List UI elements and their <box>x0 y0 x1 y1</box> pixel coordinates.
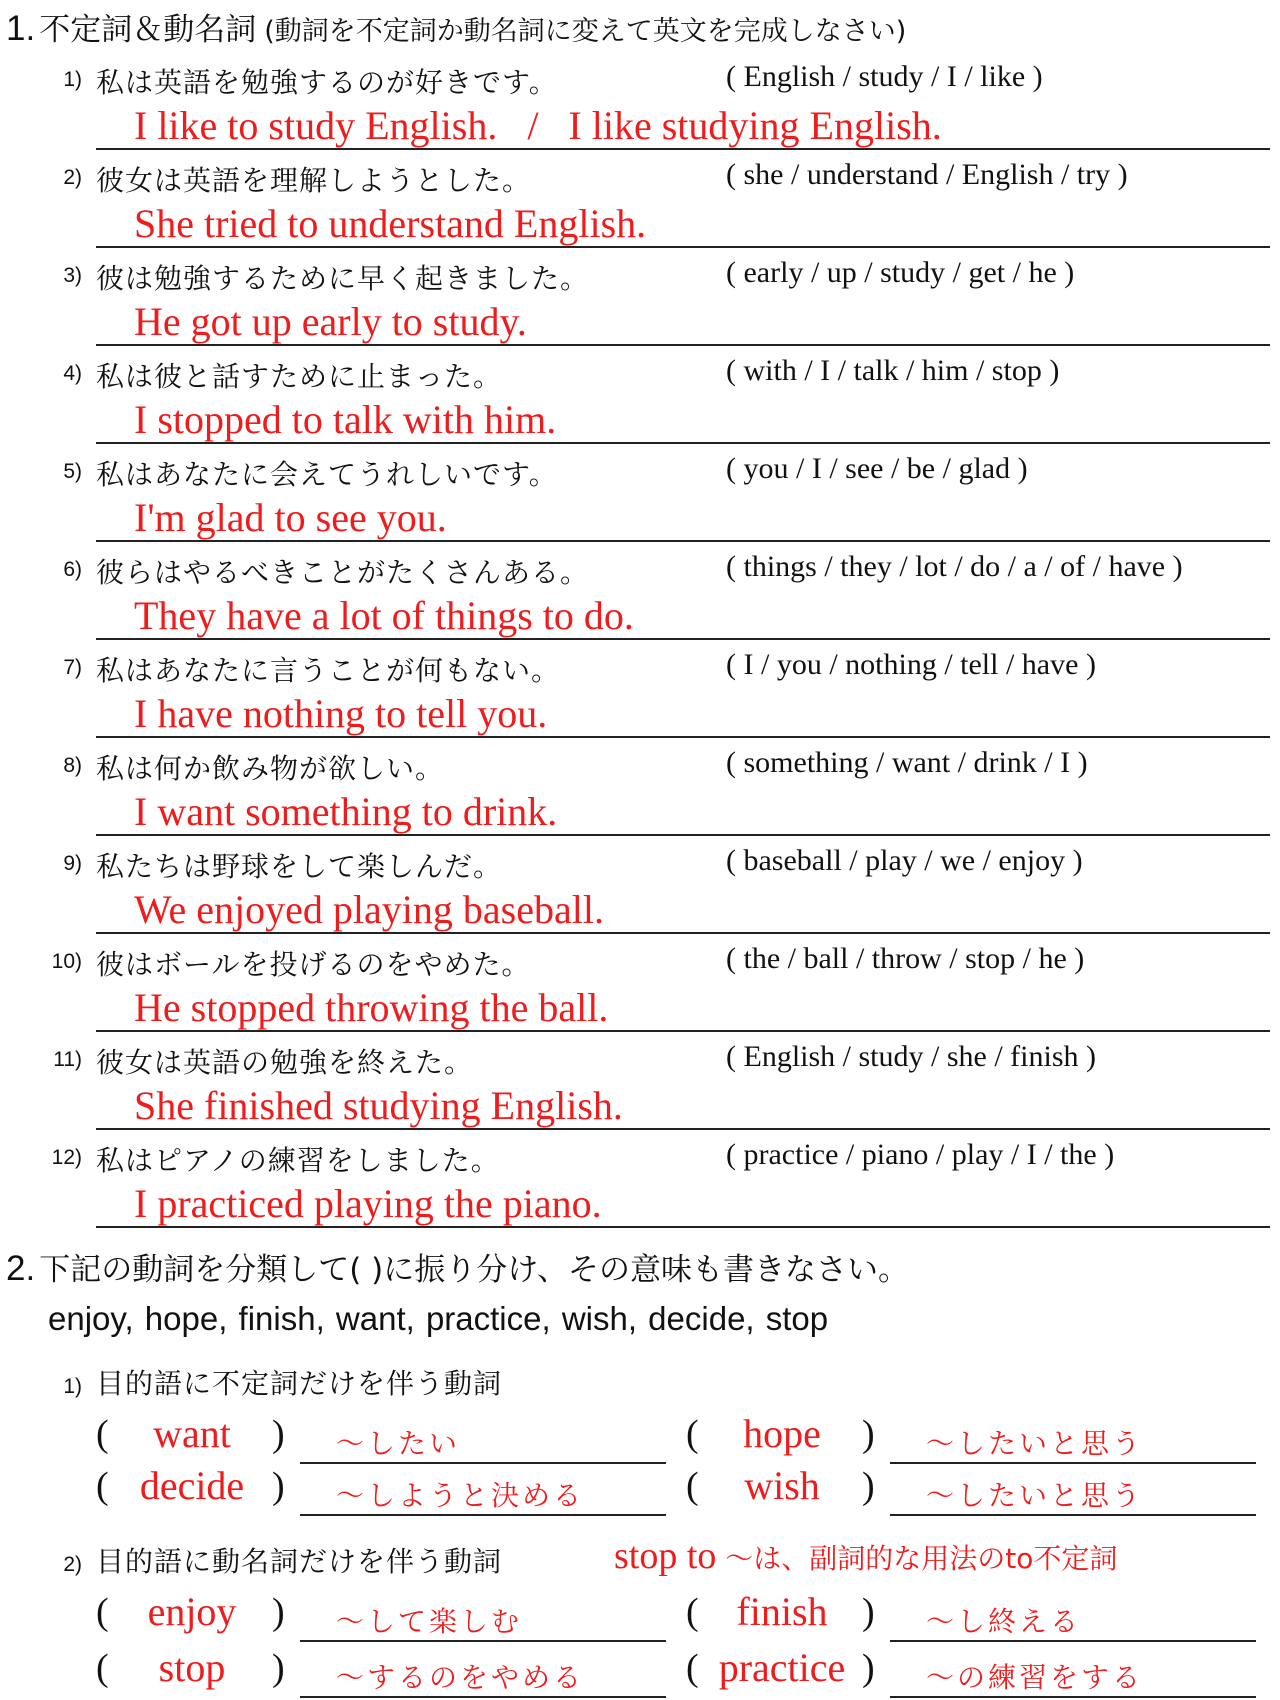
item-japanese: 私はあなたに会えてうれしいです。 <box>96 458 558 491</box>
paren-close: ) <box>272 1647 285 1689</box>
item-word-hint: ( English / study / she / finish ) <box>726 1040 1096 1073</box>
item-answer: I like to study English. / I like studying English. <box>134 103 942 148</box>
section2-title: 下記の動詞を分類して( )に振り分け、その意味も書きなさい。 <box>39 1252 910 1288</box>
item-word-hint: ( I / you / nothing / tell / have ) <box>726 648 1096 681</box>
answer-line <box>96 344 1270 346</box>
answer-line <box>96 834 1270 836</box>
stop-to-note <box>614 1534 1117 1578</box>
item-japanese: 私は彼と話すために止まった。 <box>96 360 503 393</box>
paren-close: ) <box>862 1591 875 1633</box>
answer-line <box>96 932 1270 934</box>
item-answer: He stopped throwing the ball. <box>134 985 609 1030</box>
section1-number: 1. <box>6 9 36 48</box>
paren-open: ( <box>96 1413 109 1455</box>
item-number: 8) <box>63 754 82 777</box>
paren-close: ) <box>272 1413 285 1455</box>
subquestion-1-label: 目的語に不定詞だけを伴う動詞 <box>96 1367 503 1400</box>
section1-instruction: (動詞を不定詞か動名詞に変えて英文を完成しなさい) <box>264 16 907 47</box>
paren-close: ) <box>272 1591 285 1633</box>
item-answer: I have nothing to tell you. <box>134 691 548 736</box>
verb-meaning: 〜するのをやめる <box>336 1661 585 1694</box>
paren-open: ( <box>686 1591 699 1633</box>
item-word-hint: ( with / I / talk / him / stop ) <box>726 354 1060 387</box>
exercise-item <box>0 746 1280 844</box>
item-number: 7) <box>63 656 82 679</box>
subquestion-1-header <box>0 1362 502 1402</box>
item-number: 3) <box>63 264 82 287</box>
verb-meaning: 〜したい <box>336 1427 461 1460</box>
verb-meaning: 〜し終える <box>926 1605 1082 1638</box>
subquestion-2-header <box>0 1540 502 1580</box>
item-answer: I'm glad to see you. <box>134 495 447 540</box>
subquestion-2-number: 2) <box>63 1553 82 1576</box>
section2-header <box>6 1244 909 1289</box>
paren-open: ( <box>96 1647 109 1689</box>
answer-line <box>96 540 1270 542</box>
item-answer: She tried to understand English. <box>134 201 647 246</box>
meaning-line <box>300 1696 666 1698</box>
answer-line <box>96 1226 1270 1228</box>
paren-close: ) <box>862 1647 875 1689</box>
item-japanese: 私は英語を勉強するのが好きです。 <box>96 66 558 99</box>
exercise-item <box>0 1138 1280 1236</box>
item-japanese: 彼女は英語の勉強を終えた。 <box>96 1046 474 1079</box>
paren-open: ( <box>96 1591 109 1633</box>
item-word-hint: ( baseball / play / we / enjoy ) <box>726 844 1083 877</box>
exercise-item <box>0 648 1280 746</box>
item-japanese: 彼はボールを投げるのをやめた。 <box>96 948 531 981</box>
exercise-item <box>0 256 1280 354</box>
item-word-hint: ( you / I / see / be / glad ) <box>726 452 1028 485</box>
item-answer: I stopped to talk with him. <box>134 397 557 442</box>
item-japanese: 彼は勉強するために早く起きました。 <box>96 262 590 295</box>
answer-line <box>96 148 1270 150</box>
section2-number: 2. <box>6 1249 36 1288</box>
item-answer: She finished studying English. <box>134 1083 623 1128</box>
verb-meaning: 〜して楽しむ <box>336 1605 523 1638</box>
exercise-item <box>0 158 1280 256</box>
paren-open: ( <box>96 1465 109 1507</box>
answer-line <box>96 638 1270 640</box>
section1-header <box>6 4 906 49</box>
item-number: 6) <box>63 558 82 581</box>
item-number: 4) <box>63 362 82 385</box>
item-word-hint: ( she / understand / English / try ) <box>726 158 1128 191</box>
meaning-line <box>890 1514 1256 1516</box>
item-number: 10) <box>51 950 82 973</box>
paren-open: ( <box>686 1647 699 1689</box>
meaning-line <box>300 1514 666 1516</box>
meaning-line <box>300 1640 666 1642</box>
paren-close: ) <box>862 1413 875 1455</box>
note-japanese: 〜は、副詞的な用法のto不定詞 <box>716 1542 1118 1575</box>
exercise-item <box>0 1040 1280 1138</box>
item-word-hint: ( things / they / lot / do / a / of / have ) <box>726 550 1183 583</box>
item-answer: I want something to drink. <box>134 789 558 834</box>
verb-meaning: 〜したいと思う <box>926 1479 1144 1512</box>
item-japanese: 私はあなたに言うことが何もない。 <box>96 654 561 687</box>
answer-line <box>96 1128 1270 1130</box>
verb-answer: enjoy <box>147 1589 237 1634</box>
meaning-line <box>300 1462 666 1464</box>
answer-line <box>96 442 1270 444</box>
verb-answer: practice <box>718 1645 846 1690</box>
item-number: 1) <box>63 68 82 91</box>
item-word-hint: ( English / study / I / like ) <box>726 60 1043 93</box>
item-answer: He got up early to study. <box>134 299 527 344</box>
subquestion-2-label: 目的語に動名詞だけを伴う動詞 <box>96 1545 503 1578</box>
item-word-hint: ( early / up / study / get / he ) <box>726 256 1075 289</box>
item-number: 11) <box>53 1048 82 1071</box>
verb-answer: finish <box>736 1589 828 1634</box>
item-japanese: 私は何か飲み物が欲しい。 <box>96 752 445 785</box>
exercise-item <box>0 942 1280 1040</box>
exercise-item <box>0 550 1280 648</box>
meaning-line <box>890 1640 1256 1642</box>
meaning-line <box>890 1696 1256 1698</box>
verb-meaning: 〜しようと決める <box>336 1479 585 1512</box>
item-japanese: 私たちは野球をして楽しんだ。 <box>96 850 503 883</box>
item-word-hint: ( something / want / drink / I ) <box>726 746 1088 779</box>
item-japanese: 私はピアノの練習をしました。 <box>96 1144 500 1177</box>
verb-answer: hope <box>743 1411 821 1456</box>
item-answer: We enjoyed playing baseball. <box>134 887 604 932</box>
item-number: 9) <box>63 852 82 875</box>
answer-line <box>96 1030 1270 1032</box>
item-word-hint: ( practice / piano / play / I / the ) <box>726 1138 1115 1171</box>
section1-title: 不定詞＆動名詞 <box>39 12 257 48</box>
item-answer: They have a lot of things to do. <box>134 593 634 638</box>
paren-close: ) <box>862 1465 875 1507</box>
paren-open: ( <box>686 1465 699 1507</box>
verb-answer: wish <box>744 1463 820 1508</box>
item-number: 12) <box>51 1146 82 1169</box>
verb-list: enjoy, hope, finish, want, practice, wish, decide, stop <box>48 1300 829 1337</box>
paren-close: ) <box>272 1465 285 1507</box>
item-number: 2) <box>63 166 82 189</box>
verb-meaning: 〜の練習をする <box>926 1661 1144 1694</box>
item-japanese: 彼女は英語を理解しようとした。 <box>96 164 532 197</box>
exercise-item <box>0 60 1280 158</box>
item-number: 5) <box>63 460 82 483</box>
item-answer: I practiced playing the piano. <box>134 1181 602 1226</box>
note-english: stop to <box>614 1535 717 1577</box>
item-japanese: 彼らはやるべきことがたくさんある。 <box>96 556 590 589</box>
exercise-item <box>0 844 1280 942</box>
verb-answer: stop <box>158 1645 226 1690</box>
verb-meaning: 〜したいと思う <box>926 1427 1144 1460</box>
verb-answer: decide <box>139 1463 245 1508</box>
exercise-item <box>0 452 1280 550</box>
subquestion-1-number: 1) <box>63 1375 82 1398</box>
meaning-line <box>890 1462 1256 1464</box>
exercise-item <box>0 354 1280 452</box>
answer-line <box>96 246 1270 248</box>
item-word-hint: ( the / ball / throw / stop / he ) <box>726 942 1085 975</box>
answer-line <box>96 736 1270 738</box>
verb-answer: want <box>153 1411 231 1456</box>
paren-open: ( <box>686 1413 699 1455</box>
